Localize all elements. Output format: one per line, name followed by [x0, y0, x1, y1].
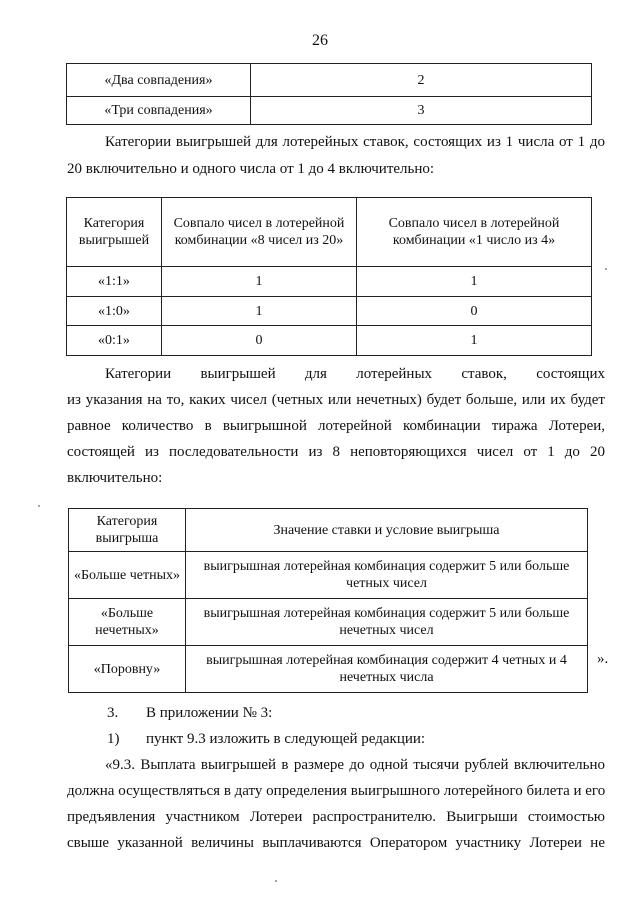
paragraph-line: включительно: [67, 470, 163, 486]
match-count-table [66, 63, 592, 125]
condition-cell: выигрышная лотерейная комбинация содержит 5 или больше нечетных чисел [186, 599, 588, 646]
item-number: 3. [107, 705, 119, 721]
category-cell: «1:0» [67, 297, 162, 326]
table-row [67, 64, 592, 97]
value-cell: 3 [251, 97, 592, 125]
table-row [67, 297, 592, 326]
header-8-of-20: Совпало чисел в лотерейной комбинации «8 чисел из 20» [162, 198, 357, 267]
category-cell: «Три совпадения» [67, 97, 251, 125]
value-cell: 1 [162, 267, 357, 297]
value-cell: 1 [162, 297, 357, 326]
category-cell: «Поровну» [69, 646, 186, 693]
paragraph-line: Категории выигрышей для лотерейных ставок, состоящих из 1 числа от 1 до [105, 134, 605, 150]
paragraph-line: «9.3. Выплата выигрышей в размере до одной тысячи рублей включительно [105, 757, 605, 773]
value-cell: 1 [357, 326, 592, 356]
header-category: Категория выигрышей [67, 198, 162, 267]
table-header-row [69, 509, 588, 552]
category-cell: «1:1» [67, 267, 162, 297]
paragraph-line: Категории выигрышей для лотерейных ставок, состоящих [105, 366, 605, 382]
paragraph-line: равное количество в выигрышной лотерейной комбинации тиража Лотереи, [67, 418, 605, 434]
value-cell: 2 [251, 64, 592, 97]
page-number: 26 [312, 32, 328, 49]
category-cell: «Два совпадения» [67, 64, 251, 97]
header-category: Категория выигрыша [69, 509, 186, 552]
value-cell: 1 [357, 267, 592, 297]
table-row [67, 326, 592, 356]
prize-category-table-1of4 [66, 197, 592, 356]
value-cell: 0 [162, 326, 357, 356]
table-row [67, 97, 592, 125]
header-1-of-4: Совпало чисел в лотерейной комбинации «1 число из 4» [357, 198, 592, 267]
paragraph-line: 20 включительно и одного числа от 1 до 4 включительно: [67, 161, 435, 177]
even-odd-prize-table [68, 508, 588, 693]
category-cell: «0:1» [67, 326, 162, 356]
condition-cell: выигрышная лотерейная комбинация содержит 4 четных и 4 нечетных числа [186, 646, 588, 693]
paragraph-line: предъявления участником Лотереи распространителю. Выигрыши стоимостью [67, 809, 605, 825]
value-cell: 0 [357, 297, 592, 326]
closing-quote: ». [597, 651, 609, 667]
category-cell: «Больше четных» [69, 552, 186, 599]
table-row [67, 267, 592, 297]
paragraph-line: из указания на то, каких чисел (четных или нечетных) будет больше, или их будет [67, 392, 605, 408]
table-header-row [67, 198, 592, 267]
table-row [69, 646, 588, 693]
header-condition: Значение ставки и условие выигрыша [186, 509, 588, 552]
paragraph-line: свыше указанной величины выплачиваются Оператором участнику Лотереи не [67, 835, 605, 851]
paragraph-line: состоящей из последовательности из 8 неповторяющихся чисел от 1 до 20 [67, 444, 605, 460]
table-row [69, 552, 588, 599]
condition-cell: выигрышная лотерейная комбинация содержит 5 или больше четных чисел [186, 552, 588, 599]
paragraph-line: должна осуществляться в дату определения выигрышного лотерейного билета и его [67, 783, 606, 799]
item-text: пункт 9.3 изложить в следующей редакции: [146, 731, 426, 747]
item-text: В приложении № 3: [146, 705, 273, 721]
table-row [69, 599, 588, 646]
scan-speck [275, 880, 277, 882]
scan-speck [605, 268, 607, 270]
item-number: 1) [107, 731, 120, 747]
category-cell: «Больше нечетных» [69, 599, 186, 646]
scan-speck [38, 505, 40, 507]
